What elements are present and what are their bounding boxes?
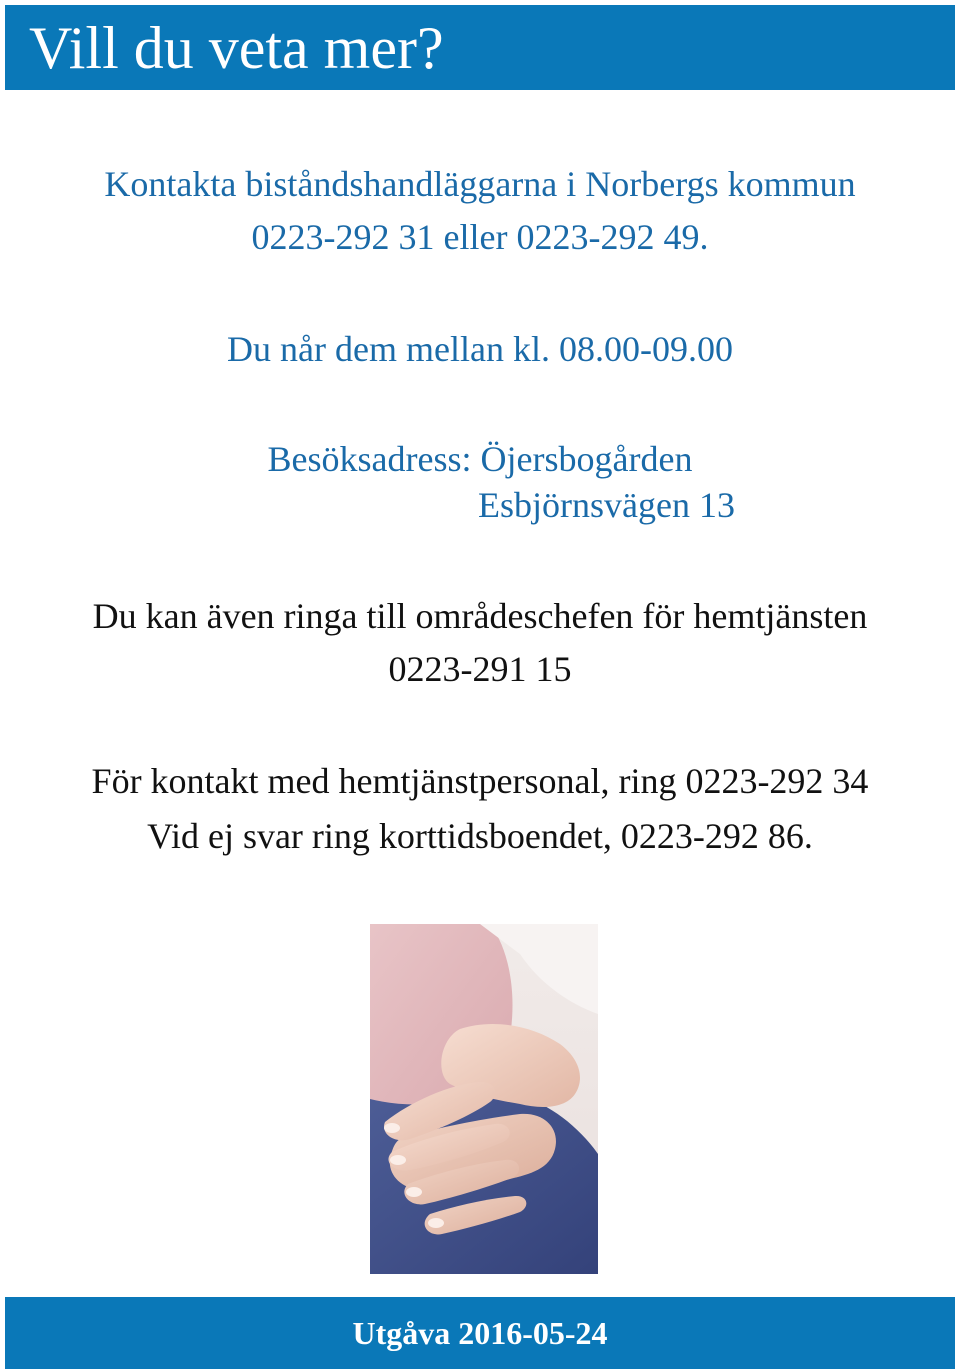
hands-photo-icon [370, 924, 598, 1274]
area-manager-text: Du kan även ringa till områdeschefen för hemtjänsten [92, 596, 868, 636]
staff-contact-text: För kontakt med hemtjänstpersonal, ring 0223-292 34 [91, 761, 869, 801]
staff-fallback-text: Vid ej svar ring korttidsboendet, 0223-292 86. [147, 816, 813, 856]
contact-phones: 0223-292 31 eller 0223-292 49. [251, 217, 709, 257]
footer-banner [5, 1297, 955, 1369]
edition-date: Utgåva 2016-05-24 [352, 1315, 608, 1351]
header-banner [5, 5, 955, 90]
area-manager-phone: 0223-291 15 [388, 649, 572, 689]
contact-hours: Du når dem mellan kl. 08.00-09.00 [227, 329, 733, 369]
page-title: Vill du veta mer? [29, 15, 444, 81]
contact-intro: Kontakta biståndshandläggarna i Norbergs kommun [104, 164, 856, 204]
visit-address-street: Esbjörnsvägen 13 [478, 485, 735, 525]
hands-photo [370, 924, 598, 1274]
visit-address-label: Besöksadress: Öjersbogården [267, 439, 693, 479]
